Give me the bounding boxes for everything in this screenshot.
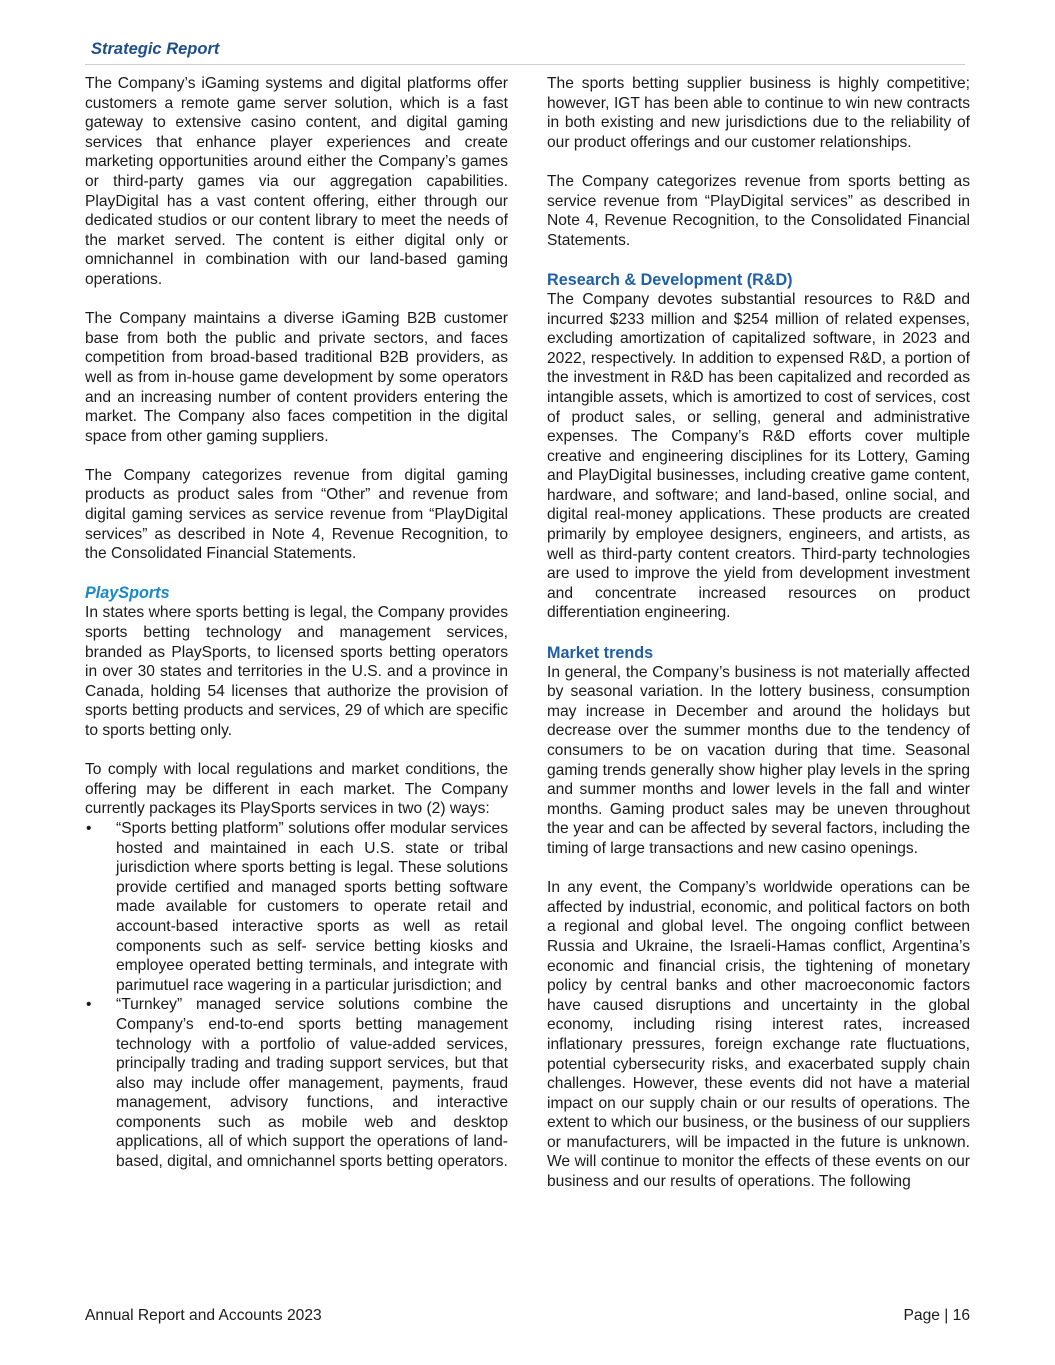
- left-column: [85, 74, 508, 1172]
- playsports-heading: PlaySports: [85, 584, 170, 603]
- list-item: [85, 819, 508, 995]
- bullet-icon: •: [86, 819, 92, 837]
- competition-paragraph: The sports betting supplier business is highly competitive; however, IGT has been able to continue to win new contracts in both existing and new jurisdictions due to the reliability of our product offerings and our customer relationships.: [547, 75, 970, 151]
- rd-paragraph: The Company devotes substantial resources to R&D and incurred $233 million and $254 million of related expenses, excluding amortization of capitalized software, in 2023 and 2022, respectively. In addition to expensed R&D, a portion of the investment in R&D has been capitalized and recorded as intangible assets, which is amortized to cost of services, cost of product sales, or selling, general and administrative expenses. The Company’s R&D efforts cover multiple creative and engineering disciplines for its Lottery, Gaming and PlayDigital businesses, including creative game content, hardware, and software; and land-based, online social, and digital real-money applications. These products are created primarily by employee designers, engineers, and artists, as well as third-party content creators. Third-party technologies are used to improve the yield from development investment and concentrate increased resources on product differentiation engineering.: [547, 290, 970, 622]
- footer-page-number: Page | 16: [903, 1307, 970, 1324]
- seasonality-paragraph: In general, the Company’s business is not materially affected by seasonal variation. In the lottery business, consumption may increase in December and around the holidays but decrease over the summer months due to the tendency of consumers to be on vacation during that time. Seasonal gaming trends generally show higher play levels in the spring and summer months and lower levels in the fall and winter months. Gaming product sales may be uneven throughout the year and can be affected by several factors, including the timing of large transactions and new casino openings.: [547, 663, 970, 857]
- digital-revenue-paragraph: The Company categorizes revenue from digital gaming products as product sales from “Other” and revenue from digital gaming services as service revenue from “PlayDigital services” as described in Note 4, Revenue Recognition, to the Consolidated Financial Statements.: [85, 466, 508, 563]
- packaging-paragraph: To comply with local regulations and market conditions, the offering may be different in each market. The Company currently packages its PlaySports services in two (2) ways:: [85, 761, 508, 818]
- igaming-paragraph: The Company’s iGaming systems and digital platforms offer customers a remote game server solution, which is a fast gateway to extensive casino content, and digital gaming services that enhance player experiences and create marketing opportunities around either the Company’s games or third-party games via our aggregation capabilities. PlayDigital has a vast content offering, either through our dedicated studios or our content library to meet the needs of the market served. The content is either digital only or omnichannel in combination with our land-based gaming operations.: [85, 75, 508, 288]
- bullet-text: “Turnkey” managed service solutions combine the Company’s end-to-end sports betting management technology with a portfolio of value-added services, principally trading and trading support services, but that also may include offer management, payments, fraud management, advisory functions, and interactive components such as mobile web and desktop applications, all of which support the operations of land-based, digital, and omnichannel sports betting operators.: [116, 996, 508, 1171]
- rd-heading: Research & Development (R&D): [547, 270, 793, 289]
- bullet-icon: •: [86, 996, 92, 1014]
- sports-revenue-paragraph: The Company categorizes revenue from sports betting as service revenue from “PlayDigital services” as described in Note 4, Revenue Recognition, to the Consolidated Financial Statements.: [547, 172, 970, 249]
- page-header: [85, 38, 965, 65]
- footer-report-name: Annual Report and Accounts 2023: [85, 1307, 322, 1324]
- playsports-bullet-list: [85, 819, 508, 1172]
- section-title: Strategic Report: [91, 40, 220, 58]
- market-trends-heading: Market trends: [547, 643, 654, 662]
- playsports-paragraph: In states where sports betting is legal, the Company provides sports betting technology and management services, branded as PlaySports, to licensed sports betting operators in over 30 states and territories in the U.S. and a province in Canada, holding 54 licenses that authorize the provision of sports betting products and services, 29 of which are specific to sports betting only.: [85, 604, 508, 739]
- right-column: [547, 74, 970, 1192]
- bullet-text: “Sports betting platform” solutions offer modular services hosted and maintained in each U.S. state or tribal jurisdiction where sports betting is legal. These solutions provide certified and managed sports betting software made available for customers to operate retail and account-based interactive sports as well as retail components such as self- service betting kiosks and employee operated betting terminals, and integrate with parimutuel race wagering in a particular jurisdiction; and: [116, 819, 508, 994]
- b2b-customer-paragraph: The Company maintains a diverse iGaming B2B customer base from both the public and private sectors, and faces competition from broad-based traditional B2B providers, as well as from in-house game development by some operators and an increasing number of content providers entering the market. The Company also faces competition in the digital space from other gaming suppliers.: [85, 310, 508, 445]
- macro-factors-paragraph: In any event, the Company’s worldwide operations can be affected by industrial, economic, and political factors on both a regional and global level. The ongoing conflict between Russia and Ukraine, the Israeli-Hamas conflict, Argentina’s economic and financial crisis, the tightening of monetary policy by central banks and other macroeconomic factors have caused disruptions and uncertainty in the global economy, including rising interest rates, increased inflationary pressures, foreign exchange rate fluctuations, potential cybersecurity risks, and exacerbated supply chain challenges. However, these events did not have a material impact on our supply chain or our results of operations. The extent to which our business, or the business of our suppliers or manufacturers, will be impacted in the future is unknown. We will continue to monitor the effects of these events on our business and our results of operations. The following: [547, 879, 970, 1191]
- list-item: [85, 995, 508, 1171]
